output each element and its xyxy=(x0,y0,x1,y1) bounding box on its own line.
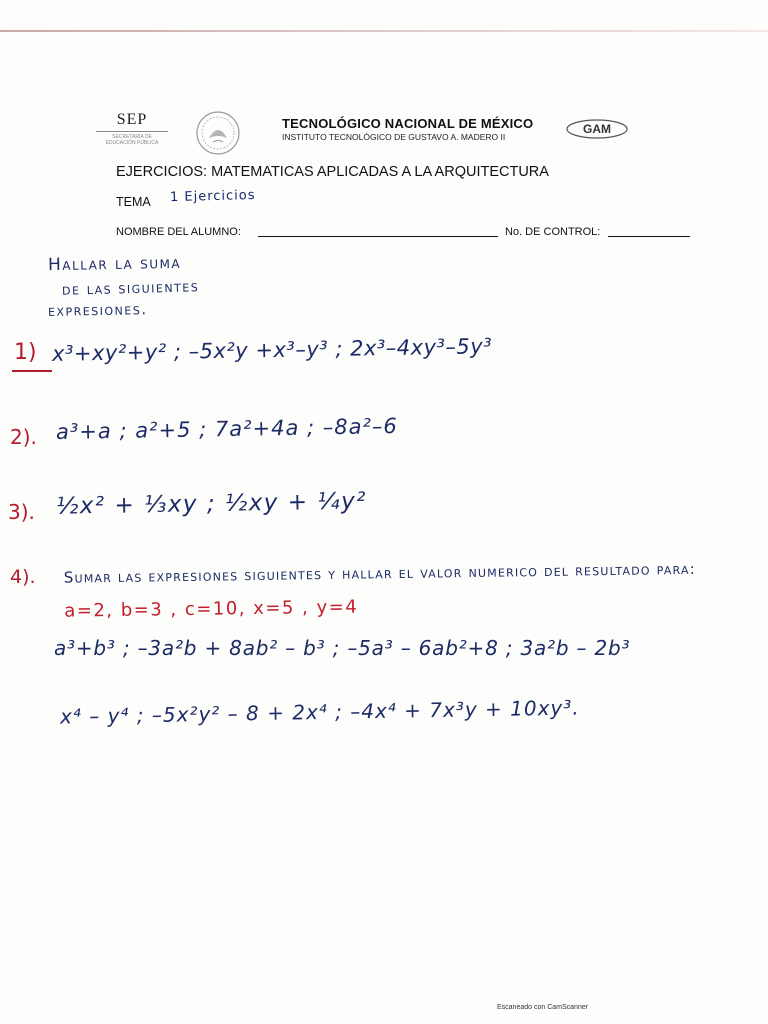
mexico-seal-icon xyxy=(195,110,241,156)
problem-1-underline xyxy=(12,370,52,372)
gam-logo-icon xyxy=(565,117,629,141)
instruction-line-1: Hallar la suma xyxy=(47,252,182,276)
problem-4-instruction xyxy=(64,551,735,628)
problem-1-expression: x³+xy²+y² ; –5x²y +x³–y³ ; 2x³–4xy³–5y³ xyxy=(51,334,493,366)
problem-4-expression-1: a³+b³ ; –3a²b + 8ab² – b³ ; –5a³ – 6ab²+8 ; 3a²b – 2b³ xyxy=(54,636,631,660)
institution-subtitle: INSTITUTO TECNOLÓGICO DE GUSTAVO A. MADERO II xyxy=(282,132,506,142)
student-name-label: NOMBRE DEL ALUMNO: xyxy=(116,226,241,238)
exercise-title: EJERCICIOS: MATEMATICAS APLICADAS A LA ARQUITECTURA xyxy=(116,164,549,180)
control-no-label: No. DE CONTROL: xyxy=(505,226,601,238)
problem-3-expression: ½x² + ⅓xy ; ½xy + ¼y² xyxy=(55,488,368,520)
scanner-watermark: Escaneado con CamScanner xyxy=(497,1004,589,1011)
sep-logo-sub-1: SECRETARÍA DE xyxy=(112,134,152,140)
problem-4-instruction-text: Sumar las expresiones siguientes y hallar el valor numerico del resultado para: xyxy=(63,559,697,587)
institution-block xyxy=(282,116,562,142)
instruction-line-3: expresiones. xyxy=(47,300,148,320)
paper-edge xyxy=(0,30,768,32)
problem-2-number: 2). xyxy=(10,425,37,449)
student-name-field[interactable] xyxy=(258,236,498,237)
instruction-line-2: de las siguientes xyxy=(61,277,200,299)
problem-4-number: 4). xyxy=(10,566,36,588)
institution-title: TECNOLÓGICO NACIONAL DE MÉXICO xyxy=(282,116,534,131)
gam-logo xyxy=(565,117,629,141)
problem-1-number: 1) xyxy=(14,340,37,365)
sep-logo-text: SEP xyxy=(116,111,148,128)
problem-3-number: 3). xyxy=(8,500,35,524)
problem-4-values: a=2, b=3 , c=10, x=5 , y=4 xyxy=(64,596,359,622)
control-no-field[interactable] xyxy=(608,236,690,237)
problem-4-expression-2: x⁴ – y⁴ ; –5x²y² – 8 + 2x⁴ ; –4x⁴ + 7x³y + 10xy³. xyxy=(59,695,580,729)
sep-logo-sub-2: EDUCACIÓN PÚBLICA xyxy=(105,140,159,146)
gam-logo-text: GAM xyxy=(583,122,611,136)
sep-logo xyxy=(92,111,172,146)
tema-label: TEMA xyxy=(116,195,151,209)
tema-value: 1 Ejercicios xyxy=(169,187,256,206)
problem-2-expression: a³+a ; a²+5 ; 7a²+4a ; –8a²–6 xyxy=(55,414,398,444)
